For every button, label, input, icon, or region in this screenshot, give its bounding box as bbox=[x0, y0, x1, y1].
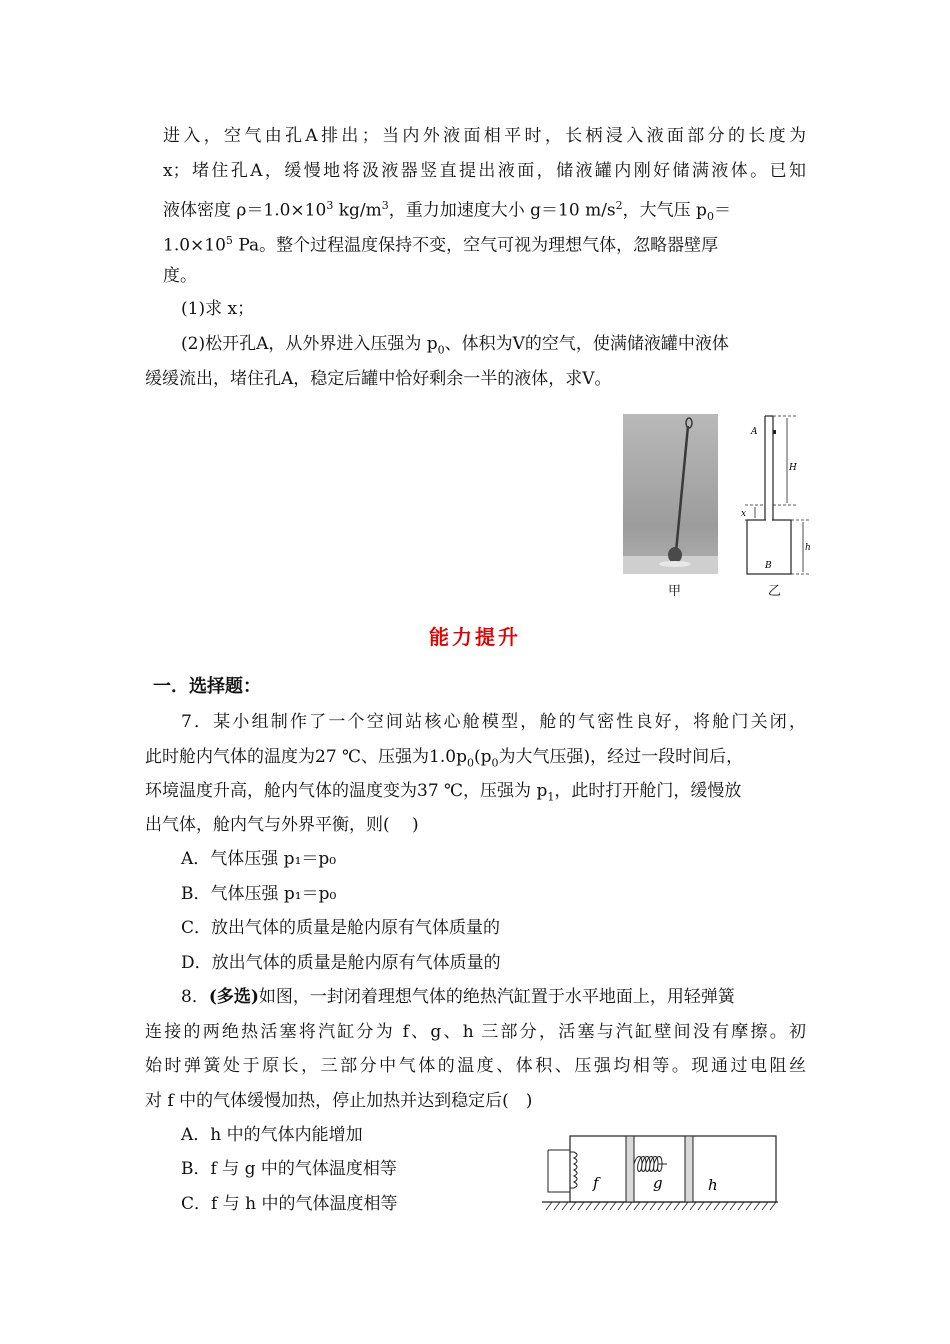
label-h: h bbox=[805, 543, 811, 553]
problem7-line1: 7．某小组制作了一个空间站核心舱模型，舱的气密性良好，将舱门关闭， bbox=[181, 712, 806, 732]
problem6-line1: 进入，空气由孔A排出；当内外液面相平时，长柄浸入液面部分的长度为 bbox=[163, 126, 806, 146]
problem7-line3: 环境温度升高，舱内气体的温度变为37 ℃，压强为 $p_1$，此时打开舱门，缓慢放 bbox=[145, 781, 742, 804]
problem7-option-d: D．放出气体的质量是舱内原有气体质量的 bbox=[181, 953, 501, 973]
pipette-schematic bbox=[735, 410, 815, 580]
problem7-option-c: C．放出气体的质量是舱内原有气体质量的 bbox=[181, 918, 501, 938]
label-A: A bbox=[751, 427, 758, 437]
problem8-option-c: C．f 与 h 中的气体温度相等 bbox=[181, 1194, 398, 1214]
pipette-photo bbox=[623, 414, 718, 574]
section-title: 一．选择题： bbox=[153, 676, 261, 697]
problem6-line4: $1.0\times 10^5$ Pa。整个过程温度保持不变，空气可视为理想气体，忽略器壁厚 bbox=[163, 234, 719, 256]
label-B: B bbox=[765, 561, 772, 571]
figure-label-jia: 甲 bbox=[668, 584, 682, 599]
problem7-line2: 此时舱内气体的温度为27 ℃、压强为$1.0p_0(p_0$为大气压强)，经过一段时间后， bbox=[145, 747, 744, 770]
label-f: f bbox=[593, 1174, 599, 1192]
problem8-option-b: B．f 与 g 中的气体温度相等 bbox=[181, 1159, 397, 1179]
problem6-line3: 液体密度 $\rho=1.0\times 10^3$ $kg/m^3$，重力加速度大小 g＝10 $m/s^2$，大气压 $p_0=$ bbox=[163, 199, 731, 224]
label-H: H bbox=[789, 463, 797, 473]
problem6-question2: (2)松开孔A，从外界进入压强为 $p_0$、体积为V的空气，使满储液罐中液体 bbox=[181, 334, 729, 357]
cylinder-diagram bbox=[538, 1130, 783, 1220]
label-x: x bbox=[741, 509, 747, 519]
problem8-line2: 连接的两绝热活塞将汽缸分为 f、g、h 三部分，活塞与汽缸壁间没有摩擦。初 bbox=[145, 1022, 806, 1042]
problem6-question1: (1)求 x； bbox=[181, 299, 255, 319]
figure-label-yi: 乙 bbox=[768, 584, 782, 599]
problem8-line3: 始时弹簧处于原长，三部分中气体的温度、体积、压强均相等。现通过电阻丝 bbox=[145, 1056, 806, 1076]
problem6-line5: 度。 bbox=[163, 266, 197, 286]
problem7-option-a: A．气体压强 p₁＝p₀ bbox=[181, 849, 337, 869]
problem8-option-a: A．h 中的气体内能增加 bbox=[181, 1125, 363, 1145]
problem6-question2-cont: 缓缓流出，堵住孔A，稳定后罐中恰好剩余一半的液体，求V。 bbox=[145, 369, 612, 389]
label-h8: h bbox=[708, 1176, 718, 1194]
problem7-option-b: B．气体压强 p₁＝p₀ bbox=[181, 884, 337, 904]
problem7-line4: 出气体，舱内气与外界平衡，则( ) bbox=[145, 815, 419, 835]
problem8-line1: 8．(多选)如图，一封闭着理想气体的绝热汽缸置于水平地面上，用轻弹簧 bbox=[181, 987, 735, 1007]
problem6-line2: x；堵住孔A，缓慢地将汲液器竖直提出液面，储液罐内刚好储满液体。已知 bbox=[163, 161, 806, 181]
label-g: g bbox=[653, 1174, 663, 1192]
section-heading: 能力提升 bbox=[429, 625, 521, 649]
problem8-line4: 对 f 中的气体缓慢加热，停止加热并达到稳定后( ) bbox=[145, 1091, 533, 1111]
